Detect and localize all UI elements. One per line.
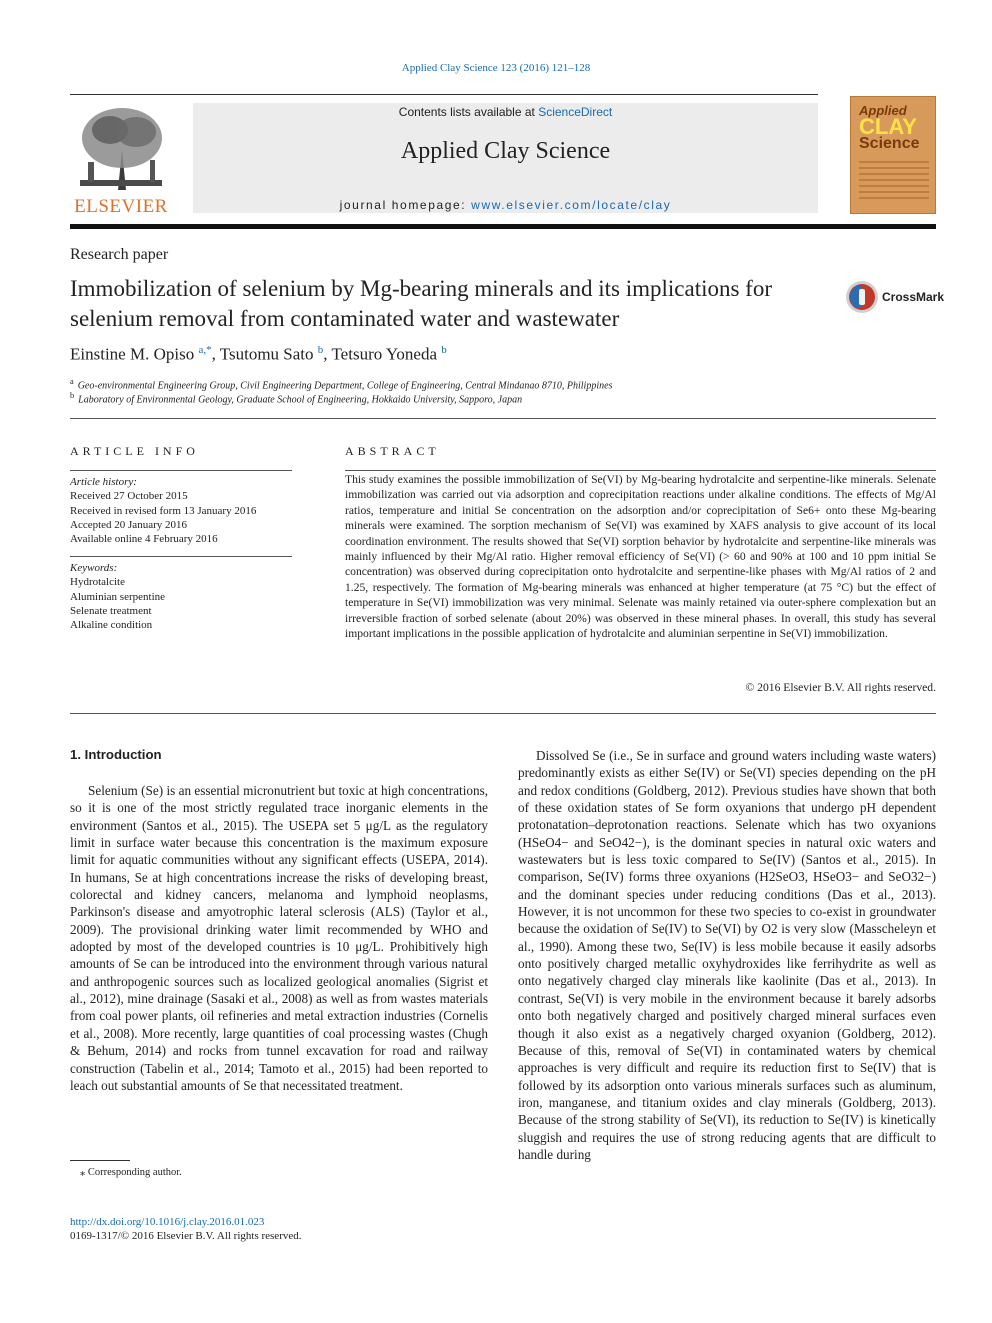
- body-paragraph: Dissolved Se (i.e., Se in surface and ground waters including waste waters) predominantly exists as either Se(IV) or Se(VI) species depending on the pH and redox conditions (Goldberg, 2012). Previous studies have shown that both of these oxidation states of Se form oxyanions that undergo pH dependent protonatation–deprotonation reactions. Selenate which has two oxyanions (HSeO4− and SeO42−), is the dominant species in natural oxic waters and wastewaters but is less toxic compared to Se(IV) (Santos et al., 2015). In comparison, Se(IV) forms three oxyanions (H2SeO3, HSeO3− and SeO32−) and the dominant species under reducing conditions (Das et al., 2013). However, it is not uncommon for these two species to co-exist in groundwater because the oxidation of Se(IV) to Se(VI) by O2 is very slow (Masscheleyn et al., 1990). Among these two, Se(IV) is less mobile because it easily adsorbs onto positively charged metallic oxyhydroxides like ferrihydrite as well as onto negatively charged clay minerals like kaolinite (Das et al., 2013). In contrast, Se(VI) is very mobile in the environment because it barely adsorbs onto both negatively charged and positively charged mineral surfaces even though it also exist as a negatively charged oxyanion (Goldberg, 2012). Because of this, removal of Se(VI) in contaminated waters by chemical approaches is very difficult and require its reduction first to Se(IV) that is followed by its adsorption onto various minerals surfaces such as aluminum, iron, manganese, and titanium oxides and clay minerals (Goldberg, 2013). Because of the strong stability of Se(VI), its reduction to Se(IV) is kinetically sluggish and requires the use of strong reducing agents that are difficult to handle during: [518, 748, 936, 1162]
- author-affiliation-mark[interactable]: b: [317, 344, 324, 356]
- author-name[interactable]: Tsutomu Sato: [219, 344, 314, 364]
- header-thick-rule: [70, 224, 936, 229]
- affiliation-label: a: [70, 377, 74, 386]
- keyword: Aluminian serpentine: [70, 590, 166, 603]
- journal-cover-thumbnail[interactable]: [850, 96, 936, 214]
- cover-decoration: [859, 161, 929, 203]
- article-title: Immobilization of selenium by Mg-bearing minerals and its implications for selenium removal from contaminated water and wastewater: [70, 276, 772, 331]
- body-paragraph: Selenium (Se) is an essential micronutrient but toxic at high concentrations, so it is one of the most strictly regulated trace inorganic elements in the environment (Santos et al., 2015). The USEPA set 5 μg/L as the regulatory limit in surface water because this concentration is the maximum exposure limit for aquatic communities without any significant effects (USEPA, 2014). In humans, Se at high concentrations increase the risks of developing breast, colorectal and kidney cancers, melanoma and lymphoid neoplasms, Parkinson's disease and amyotrophic lateral sclerosis (ALS) (Taylor et al., 2009). The provisional drinking water limit recommended by WHO and adopted by most of the developed countries is 10 μg/L. Prohibitively high amounts of Se can be introduced into the environment through various natural and anthropogenic sources such as localized geological anomalies (Sigrist et al., 2012), mine drainage (Sasaki et al., 2008) as well as from wastes materials from coal power plants, oil refineries and metal extraction industries (Cornelis et al., 2008). More recently, large quantities of coal processing wastes (Chugh & Behum, 2014) and rocks from tunnel excavation for road and railway construction (Tabelin et al., 2014; Tamoto et al., 2015) had been reported to leach out substantial amounts of Se that necessitated treatment.: [70, 783, 488, 1093]
- affiliation-text: Geo-environmental Engineering Group, Civil Engineering Department, College of Engineering, Central Mindanao 8710, Philippines: [77, 380, 613, 392]
- body-column-right: [518, 747, 936, 1163]
- affiliation-a: [70, 377, 612, 391]
- keywords-label: Keywords:: [70, 562, 118, 574]
- history-label: Article history:: [70, 476, 137, 488]
- corresponding-author-footnote: [80, 1166, 182, 1178]
- article-type: Research paper: [70, 246, 169, 263]
- cover-title-line3: Science: [859, 135, 920, 152]
- body-divider: [70, 713, 936, 714]
- author-affiliation-mark[interactable]: b: [441, 344, 447, 356]
- journal-citation[interactable]: Applied Clay Science 123 (2016) 121–128: [401, 62, 591, 74]
- article-info-divider: [70, 470, 292, 471]
- abstract-divider: [345, 470, 936, 471]
- cover-title-line1: Applied: [859, 103, 907, 118]
- section-heading-introduction: 1. Introduction: [70, 747, 162, 762]
- elsevier-wordmark: ELSEVIER: [74, 196, 168, 217]
- keywords-divider: [70, 556, 292, 557]
- author-name[interactable]: Einstine M. Opiso: [70, 344, 195, 364]
- abstract-text: This study examines the possible immobilization of Se(VI) by Mg-bearing hydrotalcite and serpentine-like minerals. Selenate immobilization was carried out via adsorption and coprecipitation reactions under alkaline conditions. The effects of Mg/Al ratios, temperature and initial Se concentration on the adsorption and/or coprecipitation of Se6+ onto these Mg-bearing minerals were examined. The sorption mechanism of Se(VI) was examined by XAFS analysis to give account of its local coordination environment. The results showed that Se(VI) sorption behavior by hydrotalcite and serpentine-like minerals was mainly influenced by their Mg/Al ratio. Higher removal efficiency of Se(VI) (> 60 and 90% at 100 and 10 ppm initial Se concentration) was observed during coprecipitation onto hydrotalcite and serpentine-like phases with Mg/Al ratios of 2 and 1.25, respectively. The formation of Mg-bearing minerals was enhanced at higher temperature (at 75 °C) but the effect of temperature in Se(VI) immobilization was very minimal. Selenate was mainly retained via outer-sphere complexation but an irreversible fraction of sorbed selenate (about 20%) was observed in these mineral phases. In overall, this study has several important implications in the possible application of hydrotalcite and aluminian serpentine in Se(VI) immobilization.: [345, 473, 936, 641]
- affiliation-text: Laboratory of Environmental Geology, Graduate School of Engineering, Hokkaido University, Sapporo, Japan: [78, 394, 523, 406]
- crossmark-label[interactable]: CrossMark: [882, 290, 945, 304]
- homepage-link[interactable]: www.elsevier.com/locate/clay: [471, 198, 672, 212]
- affiliation-b: [70, 391, 522, 405]
- footnote-divider: [70, 1160, 130, 1161]
- author-list: [70, 344, 447, 365]
- cover-title-line2: CLAY: [859, 114, 917, 139]
- author-name[interactable]: Tetsuro Yoneda: [331, 344, 438, 364]
- author-separator: ,: [323, 344, 332, 364]
- author-separator: ,: [211, 344, 220, 364]
- history-item: Received in revised form 13 January 2016: [70, 504, 257, 517]
- abstract-heading: ABSTRACT: [345, 444, 440, 458]
- abstract-copyright: © 2016 Elsevier B.V. All rights reserved.: [745, 681, 936, 694]
- article-history: [70, 475, 256, 546]
- history-item: Received 27 October 2015: [70, 490, 188, 503]
- footnote-text: Corresponding author.: [87, 1167, 182, 1178]
- keyword: Selenate treatment: [70, 604, 152, 617]
- affiliation-label: b: [70, 391, 75, 400]
- keyword: Alkaline condition: [70, 619, 153, 632]
- contents-prefix: Contents lists available at: [398, 105, 539, 119]
- history-item: Accepted 20 January 2016: [70, 518, 187, 531]
- sciencedirect-link[interactable]: ScienceDirect: [538, 105, 613, 119]
- footnote-marker: ⁎: [80, 1167, 86, 1178]
- contents-line: [193, 105, 818, 119]
- crossmark-icon[interactable]: [845, 280, 879, 314]
- section-divider: [70, 418, 936, 419]
- issn-copyright: 0169-1317/© 2016 Elsevier B.V. All rights reserved.: [70, 1230, 302, 1242]
- doi-link[interactable]: http://dx.doi.org/10.1016/j.clay.2016.01.023: [70, 1216, 265, 1228]
- body-column-left: [70, 782, 488, 1094]
- header-divider: [70, 94, 818, 95]
- article-info-heading: ARTICLE INFO: [70, 444, 199, 458]
- journal-homepage: [193, 198, 818, 212]
- author-affiliation-mark[interactable]: a,*: [198, 344, 212, 356]
- history-item: Available online 4 February 2016: [70, 533, 218, 546]
- keywords: [70, 561, 165, 632]
- keyword: Hydrotalcite: [70, 576, 125, 589]
- homepage-prefix: journal homepage:: [339, 198, 472, 212]
- journal-name: Applied Clay Science: [400, 138, 611, 164]
